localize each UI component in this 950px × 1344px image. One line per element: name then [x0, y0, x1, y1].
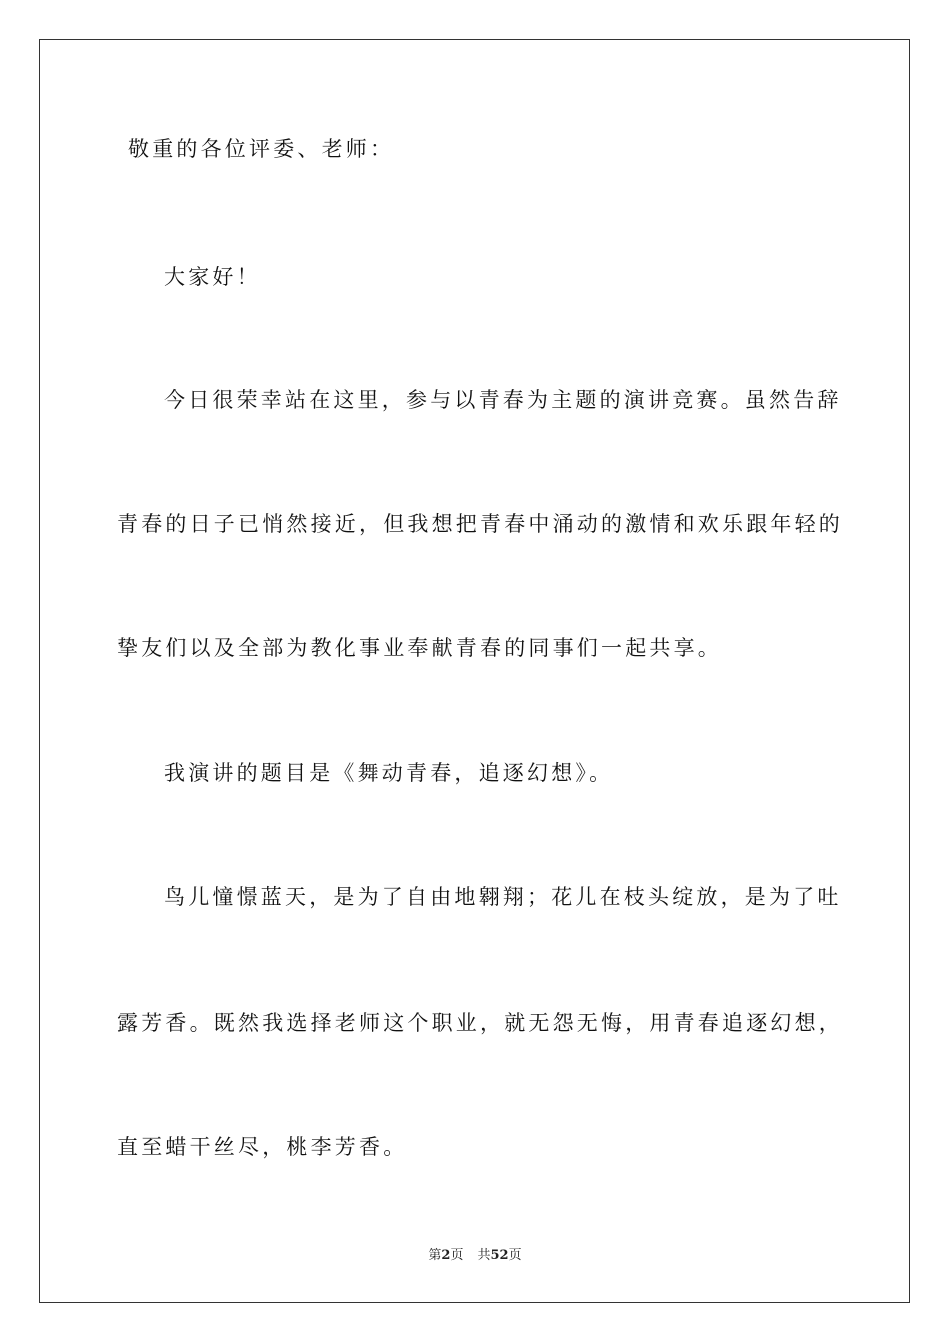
total-prefix: 共	[477, 1248, 491, 1263]
page-footer	[0, 1246, 950, 1266]
page-suffix: 页	[450, 1248, 464, 1263]
speech-title-line: 我演讲的题目是《舞动青春，追逐幻想》。	[164, 761, 614, 785]
page-number: 2	[441, 1248, 451, 1263]
page-border	[39, 39, 910, 1303]
salutation: 敬重的各位评委、老师：	[128, 137, 395, 161]
page-prefix: 第	[428, 1248, 442, 1263]
total-suffix: 页	[508, 1248, 522, 1263]
paragraph-line: 露芳香。既然我选择老师这个职业，就无怨无悔，用青春追逐幻想，	[117, 1011, 843, 1035]
paragraph-line: 直至蜡干丝尽，桃李芳香。	[117, 1135, 408, 1159]
paragraph-line: 青春的日子已悄然接近，但我想把青春中涌动的激情和欢乐跟年轻的	[117, 512, 843, 536]
paragraph-line: 今日很荣幸站在这里，参与以青春为主题的演讲竞赛。虽然告辞	[164, 388, 842, 412]
greeting: 大家好！	[164, 265, 261, 289]
paragraph-line: 鸟儿憧憬蓝天，是为了自由地翱翔；花儿在枝头绽放，是为了吐	[164, 885, 842, 909]
total-pages: 52	[490, 1248, 509, 1263]
paragraph-line: 挚友们以及全部为教化事业奉献青春的同事们一起共享。	[117, 636, 722, 660]
